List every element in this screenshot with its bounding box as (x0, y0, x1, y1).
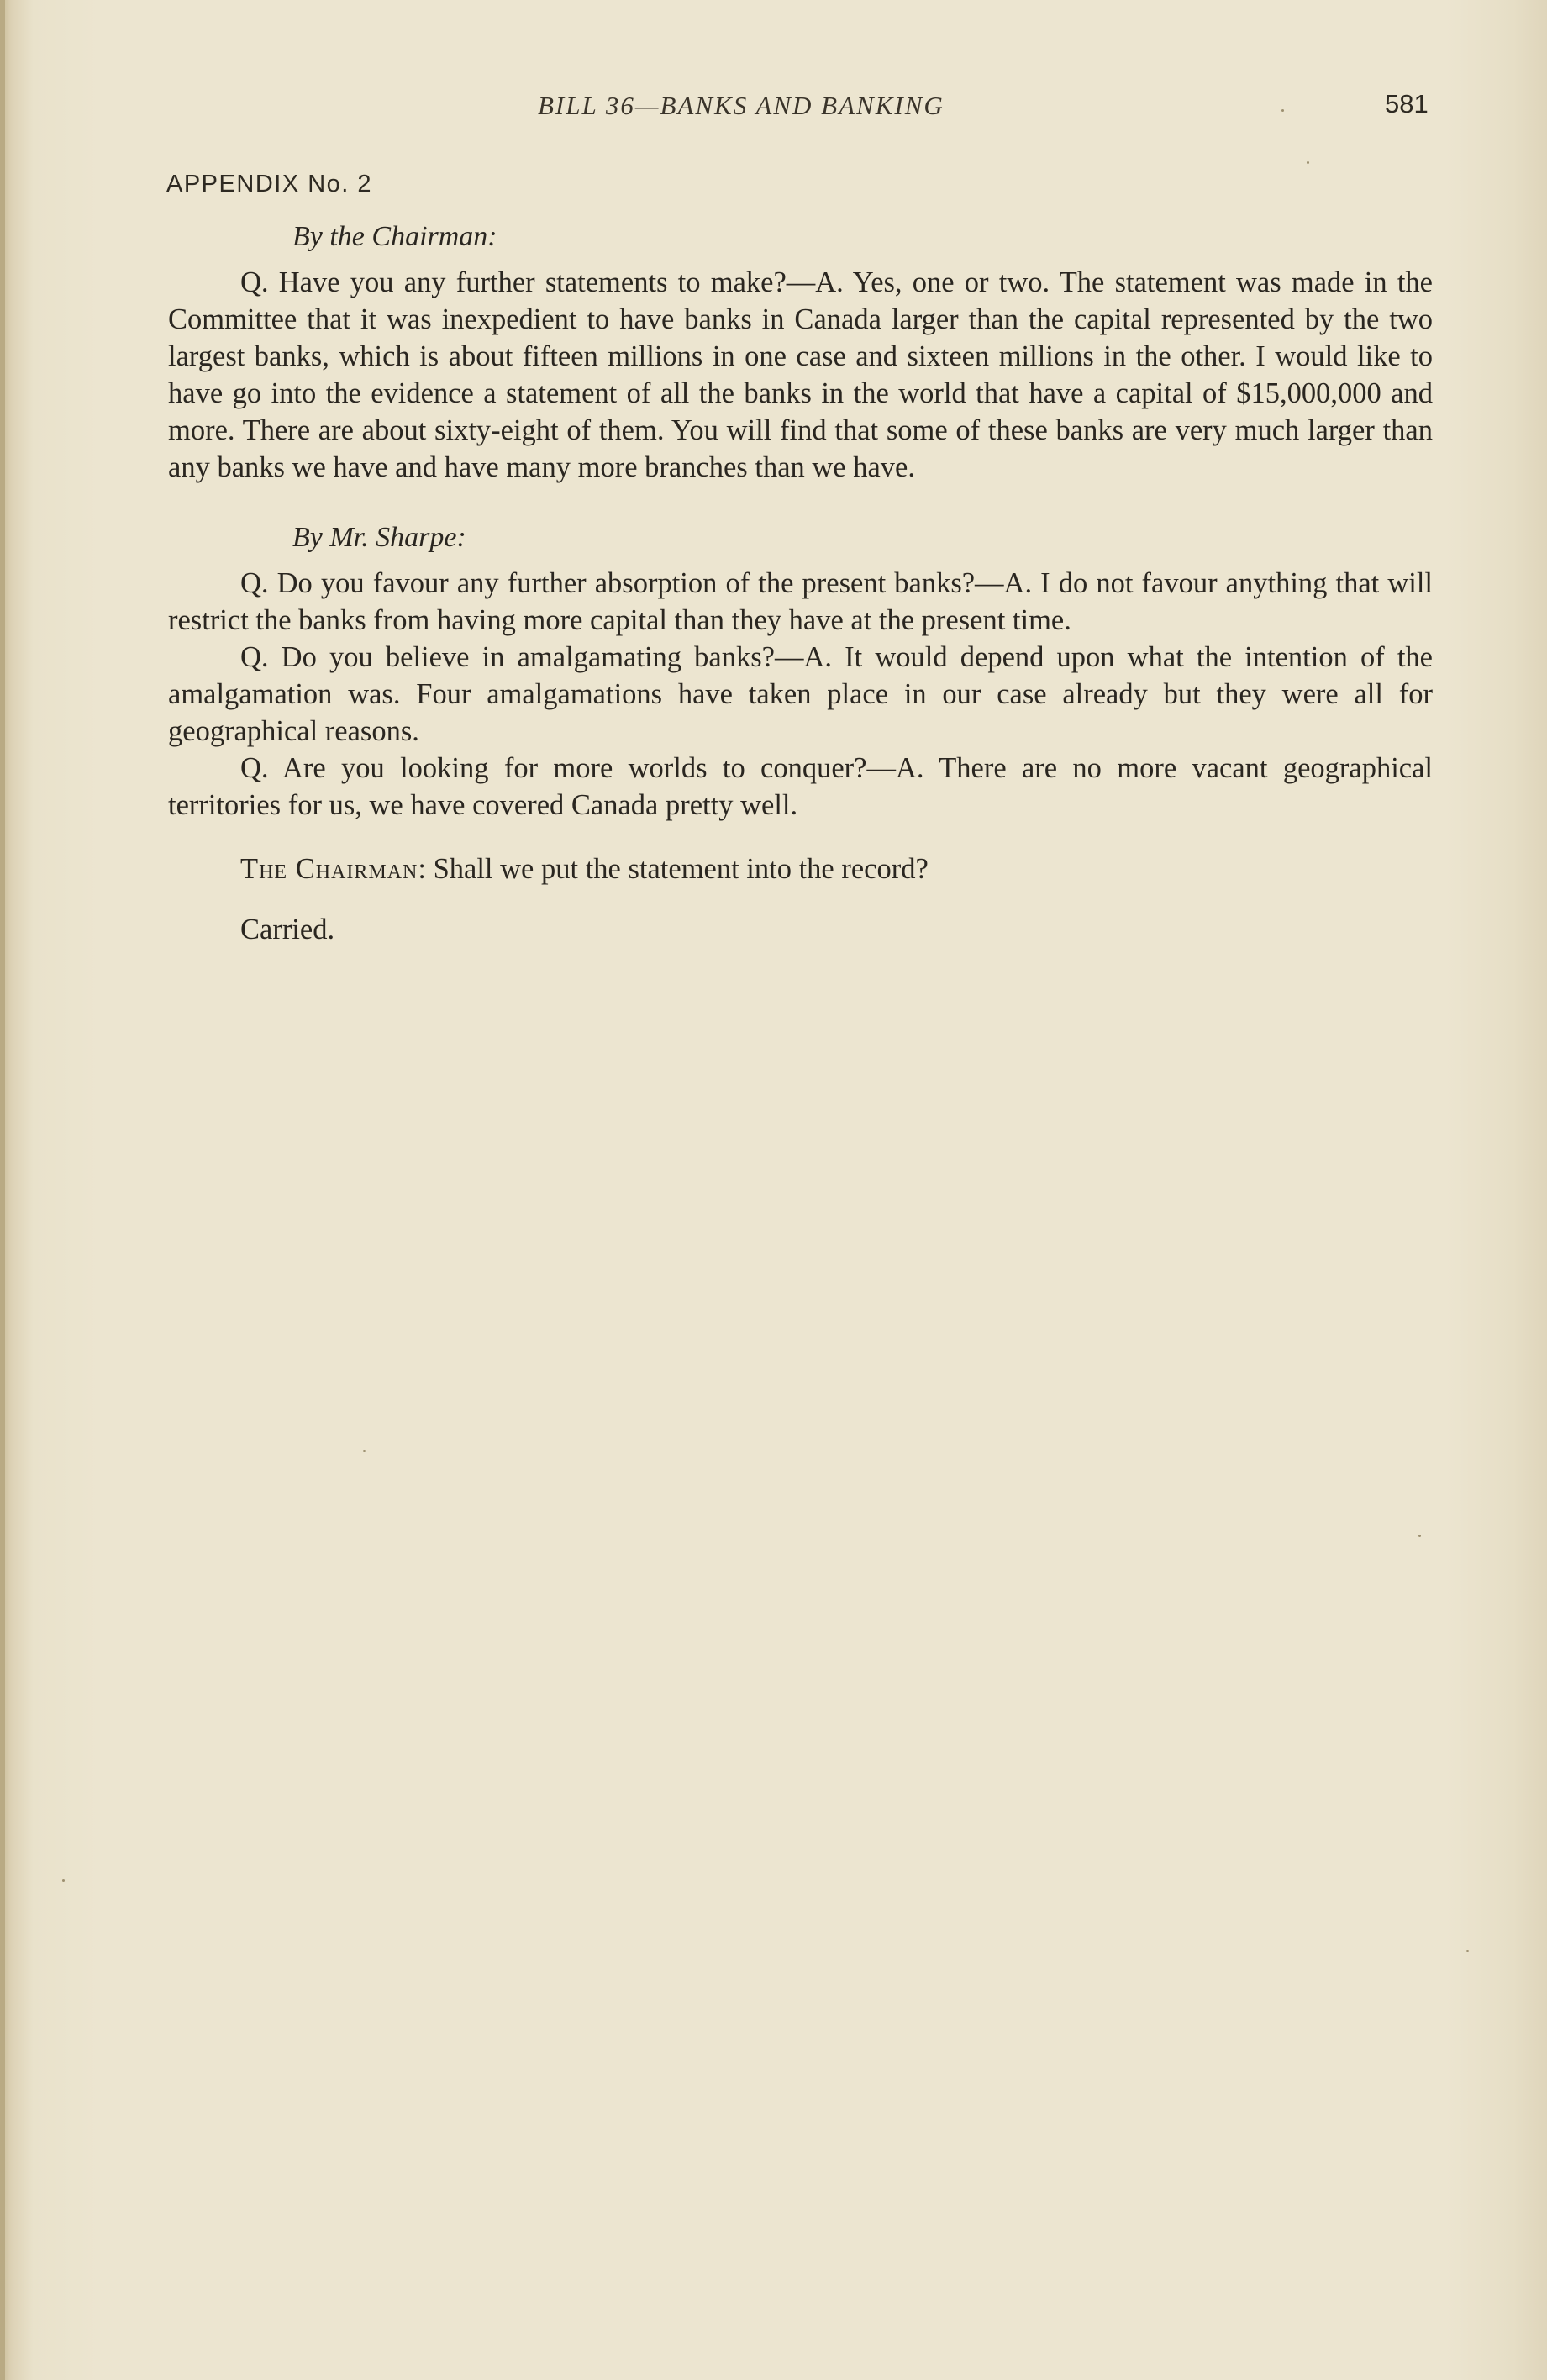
chairman-statement (240, 850, 1433, 887)
question-answer-paragraph: Q. Do you believe in amalgamating banks?—A. It would depend upon what the intention of the amalgamation was. Four amalgamations have taken place in our case already but they were all for geographical reasons. (168, 641, 1433, 747)
page-number: 581 (1385, 89, 1429, 118)
paper-speck (1307, 161, 1309, 164)
paper-speck (1418, 1535, 1421, 1537)
appendix-label: APPENDIX No. 2 (166, 171, 373, 197)
running-head (0, 91, 1547, 133)
speaker-heading-sharpe: By Mr. Sharpe: (292, 522, 466, 553)
document-body (168, 219, 1433, 948)
paper-speck (62, 1879, 65, 1882)
speaker-heading-chairman: By the Chairman: (292, 221, 497, 252)
paper-speck (1281, 109, 1284, 112)
carried-line: Carried. (240, 914, 335, 945)
chairman-text: : Shall we put the statement into the record? (418, 853, 929, 885)
chairman-label: The Chairman (240, 853, 418, 885)
paper-speck (1466, 1950, 1469, 1952)
question-answer-paragraph: Q. Are you looking for more worlds to conquer?—A. There are no more vacant geographical territories for us, we have covered Canada pretty well. (168, 752, 1433, 821)
question-answer-paragraph: Q. Do you favour any further absorption of the present banks?—A. I do not favour anything that will restrict the banks from having more capital than they have at the present time. (168, 567, 1433, 636)
question-answer-paragraph: Q. Have you any further statements to make?—A. Yes, one or two. The statement was made in the Committee that it was inexpedient to have banks in Canada larger than the capital represented by the two largest banks, which is about fifteen millions in one case and sixteen millions in the other. I would like to have go into the evidence a statement of all the banks in the world that have a capital of $15,000,000 and more. There are about sixty-eight of them. You will find that some of these banks are very much larger than any banks we have and have many more branches than we have. (168, 266, 1433, 483)
page-edge (0, 0, 5, 2380)
paper-speck (363, 1450, 366, 1452)
running-title: BILL 36—BANKS AND BANKING (538, 91, 945, 120)
